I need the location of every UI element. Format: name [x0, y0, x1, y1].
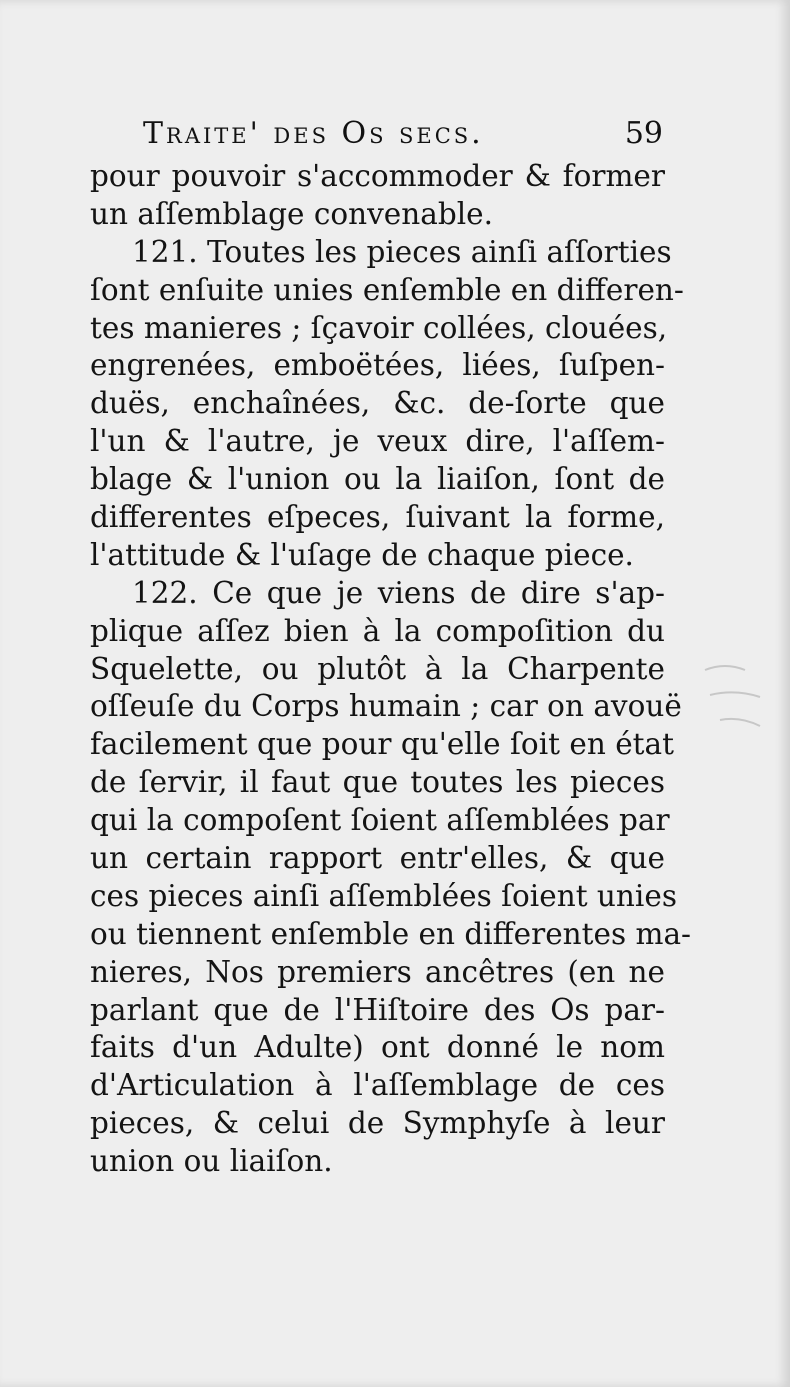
text-line: plique aſſez bien à la compoſition du [90, 613, 665, 648]
text-line: d'Articulation à l'aſſemblage de ces [90, 1068, 665, 1103]
text-line: ſont enſuite unies enſemble en differen- [90, 272, 684, 307]
paragraph-start-line: 122. Ce que je viens de dire s'ap- [132, 575, 665, 610]
page-number: 59 [624, 116, 663, 151]
text-line: facilement que pour qu'elle ſoit en état [90, 727, 674, 762]
text-line: de ſervir, il faut que toutes les pieces [90, 765, 665, 800]
text-line: Squelette, ou plutôt à la Charpente [90, 651, 665, 686]
text-line: nieres, Nos premiers ancêtres (en ne [90, 954, 665, 989]
bleed-through-mark [700, 650, 780, 740]
text-line: tes manieres ; ſçavoir collées, clouées, [90, 310, 668, 345]
text-line: ou tiennent enſemble en differentes ma- [90, 916, 692, 951]
text-line: un aſſemblage convenable. [90, 196, 494, 231]
text-line: parlant que de l'Hiſtoire des Os par- [90, 992, 665, 1027]
text-line: union ou liaiſon. [90, 1144, 333, 1179]
text-line: l'attitude & l'uſage de chaque piece. [90, 537, 634, 572]
running-title: Traite' des Os secs. [143, 116, 484, 151]
text-line: pieces, & celui de Symphyſe à leur [90, 1106, 665, 1141]
body-text [90, 158, 692, 1181]
page-header [143, 114, 663, 158]
text-line: differentes eſpeces, ſuivant la forme, [90, 500, 665, 535]
text-line: blage & l'union ou la liaiſon, ſont de [90, 462, 665, 497]
text-line: engrenées, emboëtées, liées, ſuſpen- [90, 348, 665, 383]
paragraph-start-line: 121. Toutes les pieces ainſi aſſorties [132, 234, 672, 269]
text-line: ces pieces ainſi aſſemblées ſoient unies [90, 878, 677, 913]
text-line: pour pouvoir s'accommoder & former [90, 159, 665, 193]
text-line: l'un & l'autre, je veux dire, l'aſſem- [90, 424, 665, 459]
text-line: duës, enchaînées, &c. de-ſorte que [90, 386, 665, 421]
text-line: un certain rapport entr'elles, & que [90, 841, 665, 876]
text-line: qui la compoſent ſoient aſſemblées par [90, 803, 670, 838]
page-margin-edge [790, 0, 800, 1387]
text-line: faits d'un Adulte) ont donné le nom [90, 1030, 665, 1065]
text-line: oſſeuſe du Corps humain ; car on avouë [90, 689, 682, 724]
